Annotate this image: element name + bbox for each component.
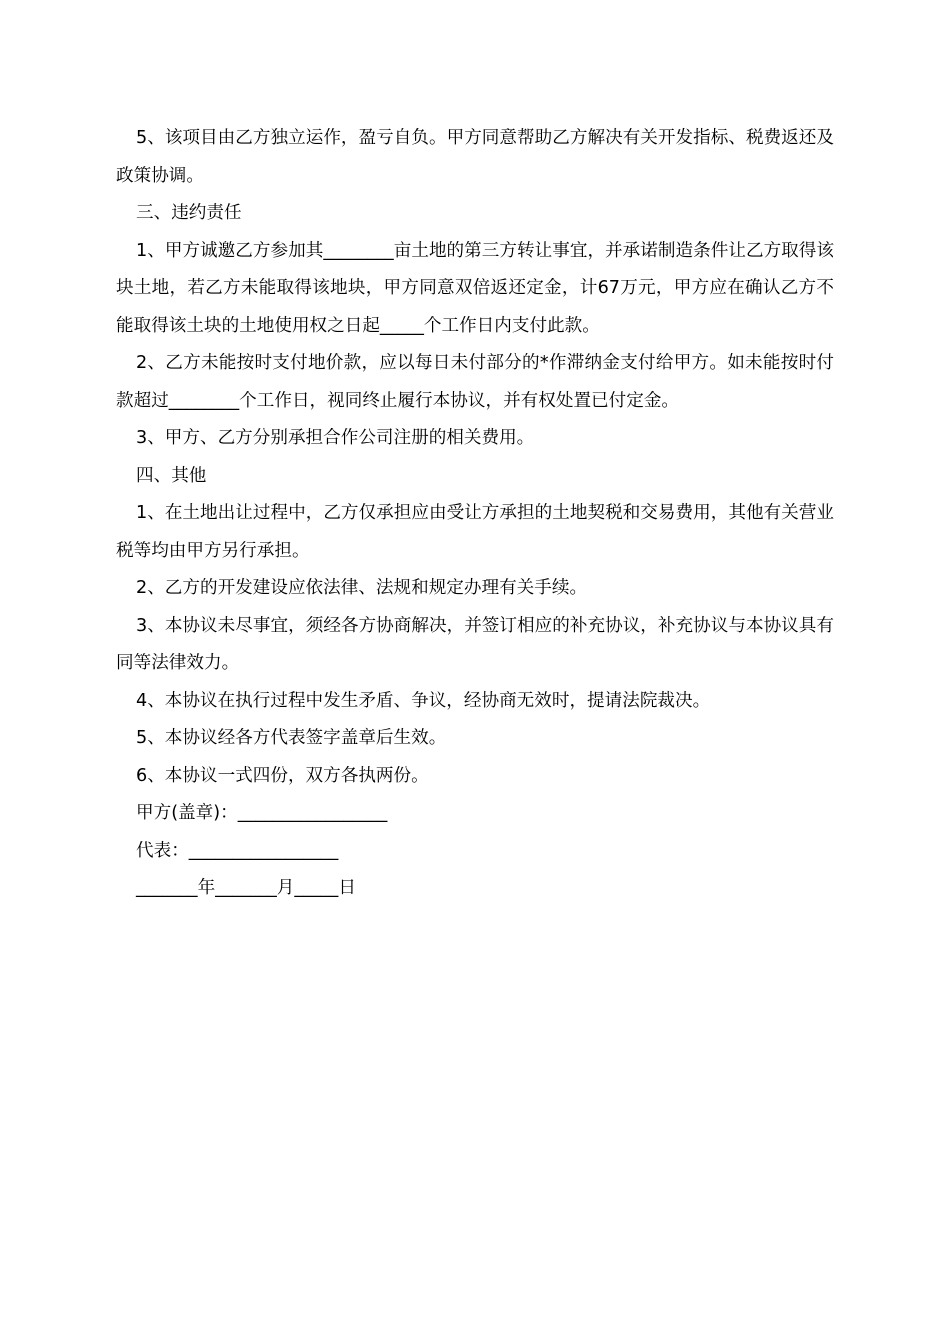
other-clause-2: 2、乙方的开发建设应依法律、法规和规定办理有关手续。: [136, 578, 588, 598]
other-clause-4: 4、本协议在执行过程中发生矛盾、争议，经协商无效时，提请法院裁决。: [136, 690, 711, 711]
liability-clause-3: 3、甲方、乙方分别承担合作公司注册的相关费用。: [136, 428, 535, 448]
representative-line: 代表：_________________: [136, 840, 339, 861]
liability-clause-2: 2、乙方未能按时支付地价款，应以每日未付部分的*作滞纳金支付给甲方。如未能按时付款超过________个工作日，视同终止履行本协议，并有权处置已付定金。: [116, 353, 834, 411]
section-heading-liability: 三、违约责任: [136, 203, 242, 223]
other-clause-1: 1、在土地出让过程中，乙方仅承担应由受让方承担的土地契税和交易费用，其他有关营业税等均由甲方另行承担。: [116, 503, 834, 561]
clause-5-operation: 5、该项目由乙方独立运作，盈亏自负。甲方同意帮助乙方解决有关开发指标、税费返还及政策协调。: [116, 128, 834, 186]
date-line: _______年_______月_____日: [136, 878, 356, 898]
section-heading-other: 四、其他: [136, 465, 207, 486]
document-body: [116, 120, 834, 908]
liability-clause-1: 1、甲方诚邀乙方参加其________亩土地的第三方转让事宜，并承诺制造条件让乙方取得该块土地，若乙方未能取得该地块，甲方同意双倍返还定金，计67万元，甲方应在确认乙方不能取得该土块的土地使用权之日起_____个工作日内支付此款。: [116, 240, 834, 336]
other-clause-3: 3、本协议未尽事宜，须经各方协商解决，并签订相应的补充协议，补充协议与本协议具有同等法律效力。: [116, 615, 834, 673]
other-clause-6: 6、本协议一式四份，双方各执两份。: [136, 765, 429, 786]
other-clause-5: 5、本协议经各方代表签字盖章后生效。: [136, 728, 447, 748]
party-a-seal-line: 甲方(盖章)：_________________: [136, 803, 388, 823]
